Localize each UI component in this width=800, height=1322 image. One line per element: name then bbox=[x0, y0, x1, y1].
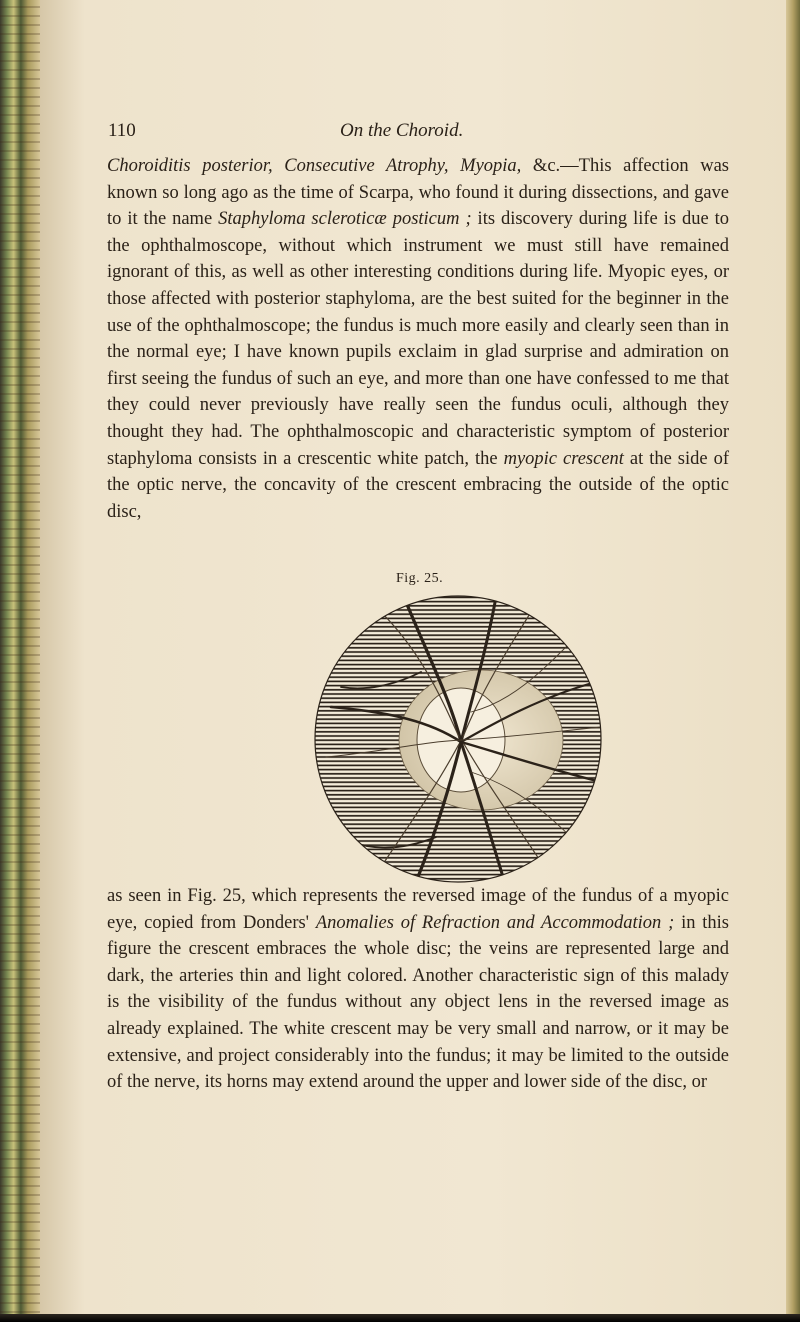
paragraph-1-term: Staphyloma scleroticæ posticum ; bbox=[218, 209, 472, 230]
paragraph-1-crescent-term: myopic crescent bbox=[503, 448, 624, 469]
book-spine-left bbox=[0, 0, 40, 1322]
paragraph-1-body: its discovery during life is due to the ophthalmoscope, without which instrument we must still have remained ignorant of this, as well as other interesting conditions during life. Myopic eyes, or those affected with posterior staphyloma, are the best suited for the beginner in the use of the ophthalmoscope; the fundus is much more easily and clearly seen than in the normal eye; I have known pupils exclaim in glad surprise and admiration on first seeing the fundus of such an eye, and more than one have confessed to me that they could never previously have really seen the fundus oculi, although they thought they had. The ophthalmoscopic and characteristic symptom of posterior staphyloma consists in a crescentic white patch, the bbox=[107, 209, 729, 469]
book-edge-right bbox=[786, 0, 800, 1322]
fundus-figure bbox=[311, 592, 605, 886]
running-title: On the Choroid. bbox=[340, 120, 464, 141]
page-number: 110 bbox=[108, 120, 136, 141]
paragraph-2 bbox=[107, 883, 729, 1096]
book-bottom-edge bbox=[0, 1314, 800, 1322]
figure-caption: Fig. 25. bbox=[396, 571, 444, 586]
paragraph-1-lead-rest: &c.—This affection was known so long ago as the time of Scarpa, who found it during dissections, and gave to it the name bbox=[107, 156, 729, 230]
paragraph-2-part-2: in this figure the crescent embraces the whole disc; the veins are represented large and dark, the arteries thin and light colored. Another characteristic sign of this malady is the visibility of the fundus without any object lens in the reversed image as already explained. The white crescent may be very small and narrow, or it may be extensive, and project considerably into the fundus; it may be limited to the outside of the nerve, its horns may extend around the upper and lower side of the disc, or bbox=[107, 912, 730, 1093]
fundus-illustration bbox=[311, 592, 605, 886]
page-header bbox=[108, 120, 728, 144]
paragraph-2-part-1: as seen in Fig. 25, which represents the reversed image of the fundus of a myopic eye, copied from Donders' bbox=[107, 886, 729, 933]
paragraph-1 bbox=[107, 153, 729, 525]
paragraph-2-book-title: Anomalies of Refraction and Accommodation ; bbox=[315, 912, 675, 933]
paragraph-1-tail: at the side of the optic nerve, the concavity of the crescent embracing the outside of the optic disc, bbox=[107, 448, 729, 522]
paragraph-1-lead: Choroiditis posterior, Consecutive Atrophy, Myopia, bbox=[107, 156, 522, 176]
